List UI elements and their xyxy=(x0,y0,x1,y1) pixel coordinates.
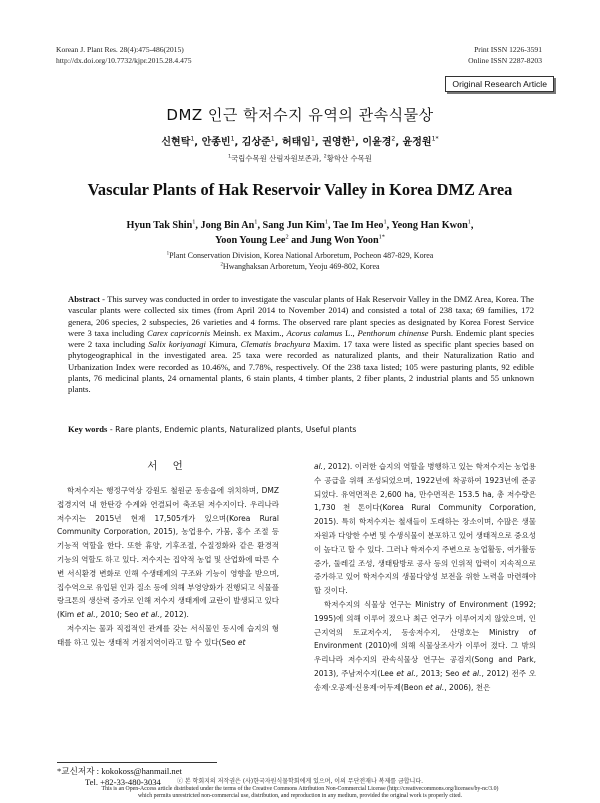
journal-citation xyxy=(56,44,192,66)
ko-author: 허태임 xyxy=(281,137,311,148)
print-issn: Print ISSN 1226-3591 xyxy=(474,45,542,54)
online-issn: Online ISSN 2287-8203 xyxy=(468,56,542,65)
keywords: Key words - Rare plants, Endemic plants, Naturalized plants, Useful plants xyxy=(68,424,357,434)
issn-block xyxy=(468,44,542,66)
journal-line: Korean J. Plant Res. 28(4):475-486(2015) xyxy=(56,45,184,54)
paragraph: 학저수지의 식물상 연구는 Ministry of Environment (1992; 1995)에 의해 이루어 졌으나 최근 연구가 이루어지지 않았으며, 인근지역의 토교저수지, 동송저수지, 산명호는 Ministry of Environment (2010)에 의해 식물상조사가 이루어 졌다. 그 밖의 우리나라 저수지의 관속식물상 연구는 공검지(Song and Park, 2013), 주남저수지(Lee et al., 2013; Seo et al., 2012) 전주 오송제·오공제·신용제·어두제(Beon et al., 2006), 천은 xyxy=(314,599,536,692)
ko-author: 권영한 xyxy=(322,137,352,148)
ko-author: 김상준 xyxy=(241,137,271,148)
ko-author: 이윤경 xyxy=(362,137,392,148)
keywords-label: Key words xyxy=(68,424,108,434)
correspondence-tel: Tel. +82-33-480-3034 xyxy=(85,777,161,787)
ko-author: 신현탁 xyxy=(161,137,191,148)
paragraph: 저수지는 물과 직접적인 관계를 갖는 서식물인 동시에 습지의 형태를 하고 있는 생태적 거점지역이라고 할 수 있다(Seo et xyxy=(57,623,279,647)
korean-authors: 신현탁$^1$, 안종빈$^1$, 김상준$^1$, 허태임$^1$, 권영한$^1$, 이윤경$^2$, 윤정원$^{1*}$ xyxy=(161,135,439,148)
body-column-left xyxy=(57,460,279,650)
english-authors xyxy=(0,218,600,248)
english-authors-line-1: Hyun Tak Shin$^1$, Jong Bin An$^1$, Sang Jun Kim$^1$, Tae Im Heo$^1$, Yeong Han Kwon$^1$, xyxy=(126,218,474,231)
body-column-right xyxy=(314,460,536,695)
copyright-notice: ⓒ 본 학회지의 저작권은 (사)한국자원식물학회에게 있으며, 이의 무단전재나 복제를 금합니다. xyxy=(176,778,424,785)
footnote-divider xyxy=(57,762,217,763)
ko-author: 윤정원 xyxy=(402,137,432,148)
english-affiliations: $^1$Plant Conservation Division, Korea National Arboretum, Pocheon 487-829, Korea $^2$Hwanghaksan Arboretum, Yeoju 469-802, Korea xyxy=(166,251,434,271)
korean-title: DMZ 인근 학저수지 유역의 관속식물상 xyxy=(166,106,434,124)
ko-author: 안종빈 xyxy=(201,137,231,148)
article-type-badge-wrap xyxy=(445,76,554,92)
correspondence-email: *교신저자 : kokokoss@hanmail.net xyxy=(57,766,182,776)
korean-affiliations: $^1$국립수목원 산림자원보존과, $^2$황학산 수목원 xyxy=(228,154,372,163)
article-type-badge: Original Research Article xyxy=(445,76,554,92)
paragraph: al., 2012). 이러한 습지의 역할을 병행하고 있는 학저수지는 농업용수 공급을 위해 조성되었으며, 1922년에 착공하여 1923년에 준공되었다. 유역면적은 2,600 ha, 만수면적은 153.5 ha, 총 저수량은 1,730 천 톤이다(Korea Rural Community Corporation, 2015). 특히 학저수지는 철새들이 도래하는 장소이며, 수많은 생물자원과 다양한 수변 및 수생식물이 분포하고 있어 생태적으로 중요성이 높다고 할 수 있다. 그러나 학저수지 주변으로 농업활동, 여가활동 증가, 둘레길 조성, 생태탐방로 공사 등의 인위적 압력이 지속적으로 증가하고 있어 학저수지의 생물다양성 보전을 위한 노력을 마련해야 할 것이다. xyxy=(314,462,536,596)
open-access-notice: This is an Open-Access article distributed under the terms of the Creative Commons Attribution Non-Commercial License (http://creativecommons.org/licenses/by-nc/3.0) which permits unrestricted non-commercial use, distribution, and reproduction in any medium, provided the original work is properly cited. xyxy=(101,786,499,799)
section-heading-introduction: 서 언 xyxy=(147,460,189,472)
paragraph: 학저수지는 행정구역상 강원도 철원군 동송읍에 위치하며, DMZ 접경지역 내 한탄강 수계와 연결되어 축조된 저수지이다. 우리나라 저수지는 2015년 현재 17,505개가 있으며(Korea Rural Community Corporation, 2015), 농업용수, 가뭄, 홍수 조절 등 기능적 역할을 한다. 또한 휴양, 기후조절, 수질정화와 같은 환경적 기능의 역할도 하고 있다. 저수지는 집약적 농업 및 산업화에 따른 수변 서식환경 변화로 인해 수생태계의 구조와 기능이 영향을 받으며, 집수역으로 유입된 인과 질소 등에 의해 부영양화가 진행되고 식물플랑크톤의 생산력 증가로 인해 저수지 생태계에 교란이 발생되고 있다(Kim et al., 2010; Seo et al., 2012). xyxy=(57,486,279,620)
doi-link[interactable]: http://dx.doi.org/10.7732/kjpr.2015.28.4.475 xyxy=(56,56,192,65)
english-authors-line-2: Yoon Young Lee$^2$ and Jung Won Yoon$^{1*}$ xyxy=(215,233,385,246)
english-title: Vascular Plants of Hak Reservoir Valley in Korea DMZ Area xyxy=(87,180,513,199)
abstract: Abstract - This survey was conducted in order to investigate the vascular plants of Hak Reservoir Valley in the DMZ Area, Korea. The vascular plants were collected six times (from April 2014 to November 2014) and consisted a total of 238 taxa; 69 families, 172 genera, 206 species, 2 subspecies, 26 varieties and 4 forms. The observed rare plant species as designated by Korea Forest Service were 3 taxa including Carex capricornis Meinsh. ex Maxim., Acorus calamus L., Penthorum chinense Pursh. Endemic plant species were 2 taxa including Salix koriyanagi Kimura, Clematis brachyura Maxim. 17 taxa were listed as specific plant species based on phytogeographical in the investigated area. 25 taxa were recorded as naturalized plants, and their Naturalization Ratio and Urbanization Index were recorded as 10.46%, and 7.78%, respectively. Of the 238 taxa listed; 105 were pasturing plants, 92 edible plants, 76 medicinal plants, 24 ornamental plants, 6 stain plants, 4 timber plants, 2 fiber plants, 2 industrial plants and 55 unknown plants. xyxy=(68,294,534,395)
abstract-label: Abstract xyxy=(68,294,100,304)
